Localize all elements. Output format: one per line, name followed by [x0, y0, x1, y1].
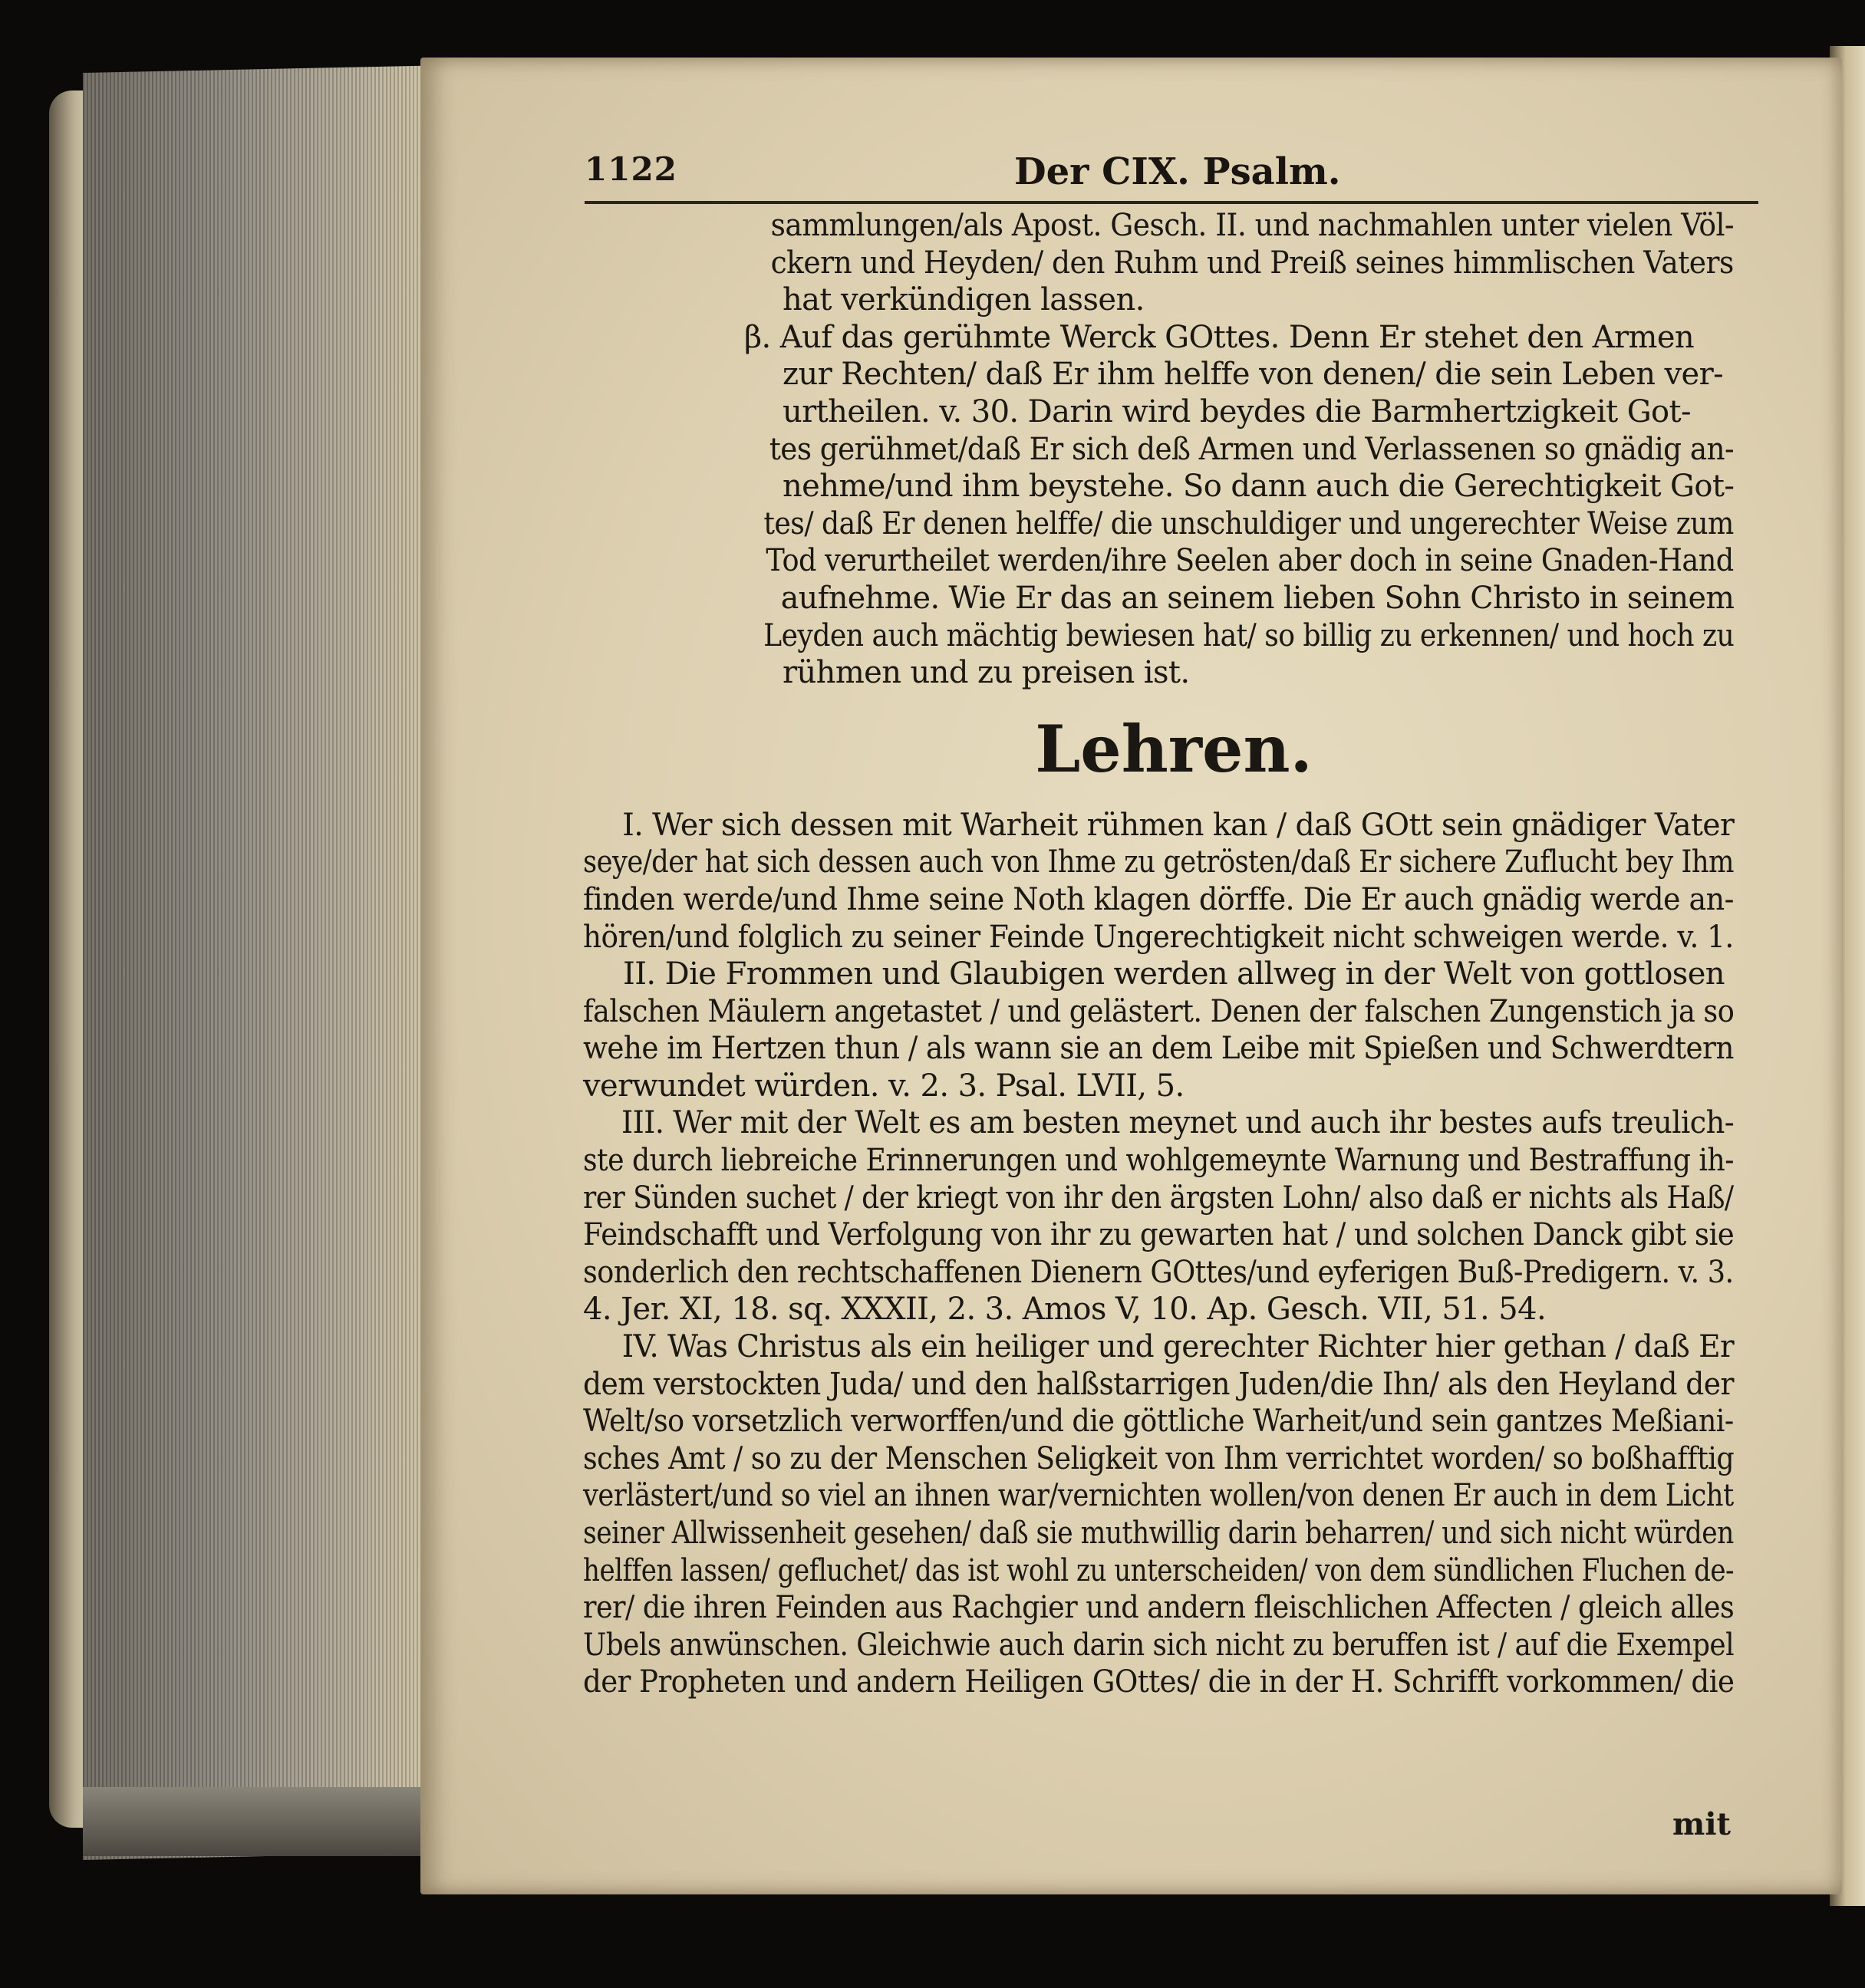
running-head: Der CIX. Psalm. [1014, 150, 1341, 193]
paragraph-continuation [583, 207, 1734, 319]
text-line: sammlungen/als Apost. Gesch. II. und nachmahlen unter vielen Völ- [770, 208, 1735, 243]
text-line: verlästert/und so viel an ihnen war/vernichten wollen/von denen Er auch in dem Licht [583, 1478, 1734, 1514]
section-heading: Lehren. [1035, 710, 1313, 787]
text-line: III. Wer mit der Welt es am besten meynet und auch ihr bestes aufs treulich- [621, 1105, 1735, 1141]
text-line: rühmen und zu preisen ist. [783, 655, 1190, 691]
header-rule [585, 201, 1758, 204]
text-line: hat verkündigen lassen. [783, 282, 1145, 318]
text-line: β. Auf das gerühmte Werck GOttes. Denn Er stehet den Armen [744, 319, 1695, 355]
text-line: sonderlich den rechtschaffenen Dienern GOttes/und eyferigen Buß-Predigern. v. 3. [583, 1254, 1734, 1290]
text-line: ste durch liebreiche Erinnerungen und wohlgemeynte Warnung und Bestraffung ih- [583, 1143, 1734, 1179]
text-line: rer Sünden suchet / der kriegt von ihr den ärgsten Lohn/ also daß er nichts als Haß/ [583, 1180, 1734, 1216]
text-line: falschen Mäulern angetastet / und gelästert. Denen der falschen Zungenstich ja so [583, 993, 1735, 1029]
text-line: rer/ die ihren Feinden aus Rachgier und andern fleischlichen Affecten / gleich alles [583, 1590, 1735, 1626]
text-line: 4. Jer. XI, 18. sq. XXXII, 2. 3. Amos V, 10. Ap. Gesch. VII, 51. 54. [583, 1292, 1547, 1328]
text-line: seye/der hat sich dessen auch von Ihme zu getrösten/daß Er sichere Zuflucht bey Ihm [583, 844, 1735, 880]
text-line: wehe im Hertzen thun / als wann sie an dem Leibe mit Spießen und Schwerdtern [583, 1031, 1734, 1067]
text-line: I. Wer sich dessen mit Warheit rühmen kan / daß GOtt sein gnädiger Vater [622, 807, 1735, 843]
text-line: der Propheten und andern Heiligen GOttes/ die in der H. Schrifft vorkommen/ die [583, 1664, 1735, 1700]
lehre-IV [583, 1328, 1734, 1701]
page-text [583, 207, 1734, 1701]
text-line: IV. Was Christus als ein heiliger und gerechter Richter hier gethan / daß Er [621, 1329, 1735, 1365]
text-line: tes gerühmet/daß Er sich deß Armen und Verlassenen so gnädig an- [769, 431, 1735, 467]
text-line: verwundet würden. v. 2. 3. Psal. LVII, 5. [583, 1068, 1185, 1104]
page-edges-bottom [83, 1787, 443, 1856]
text-line: helffen lassen/ gefluchet/ das ist wohl zu unterscheiden/ von dem sündlichen Fluchen de- [583, 1552, 1735, 1588]
text-line: sches Amt / so zu der Menschen Seligkeit von Ihm verrichtet worden/ so boßhafftig [583, 1440, 1735, 1476]
page-edges [83, 65, 432, 1860]
text-line: Welt/so vorsetzlich verworffen/und die göttliche Warheit/und sein gantzes Meßiani- [583, 1404, 1734, 1440]
page-number: 1122 [585, 150, 677, 188]
text-line: Leyden auch mächtig bewiesen hat/ so billig zu erkennen/ und hoch zu [763, 617, 1735, 653]
text-line: dem verstockten Juda/ und den halßstarrigen Juden/die Ihn/ als den Heyland der [583, 1366, 1734, 1402]
text-line: nehme/und ihm beystehe. So dann auch die Gerechtigkeit Got- [783, 469, 1735, 505]
text-line: seiner Allwissenheit gesehen/ daß sie muthwillig darin beharren/ und sich nicht würden [583, 1516, 1734, 1551]
text-line: zur Rechten/ daß Er ihm helffe von denen/ die sein Leben ver- [783, 357, 1724, 393]
text-line: Feindschafft und Verfolgung von ihr zu gewarten hat / und solchen Danck gibt sie [583, 1217, 1735, 1253]
text-line: Tod verurtheilet werden/ihre Seelen aber doch in seine Gnaden-Hand [766, 543, 1734, 579]
text-line: II. Die Frommen und Glaubigen werden allweg in der Welt von gottlosen [623, 956, 1725, 992]
text-line: ckern und Heyden/ den Ruhm und Preiß seines himmlischen Vaters [770, 245, 1734, 281]
page-header [585, 150, 1781, 204]
text-line: tes/ daß Er denen helffe/ die unschuldiger und ungerechter Weise zum [763, 505, 1734, 541]
lehre-I [583, 807, 1734, 956]
text-line: urtheilen. v. 30. Darin wird beydes die Barmhertzigkeit Got- [783, 393, 1691, 430]
lehre-II [583, 956, 1734, 1104]
text-line: hören/und folglich zu seiner Feinde Ungerechtigkeit nicht schweigen werde. v. 1. [583, 919, 1734, 955]
catchword: mit [1672, 1806, 1731, 1842]
text-line: Ubels anwünschen. Gleichwie auch darin sich nicht zu beruffen ist / auf die Exempel [583, 1627, 1735, 1663]
lehre-III [583, 1104, 1734, 1328]
text-line: finden werde/und Ihme seine Noth klagen dörffe. Die Er auch gnädig werde an- [583, 881, 1734, 917]
text-line: aufnehme. Wie Er das an seinem lieben Sohn Christo in seinem [780, 580, 1735, 616]
paragraph-beta [583, 319, 1734, 692]
